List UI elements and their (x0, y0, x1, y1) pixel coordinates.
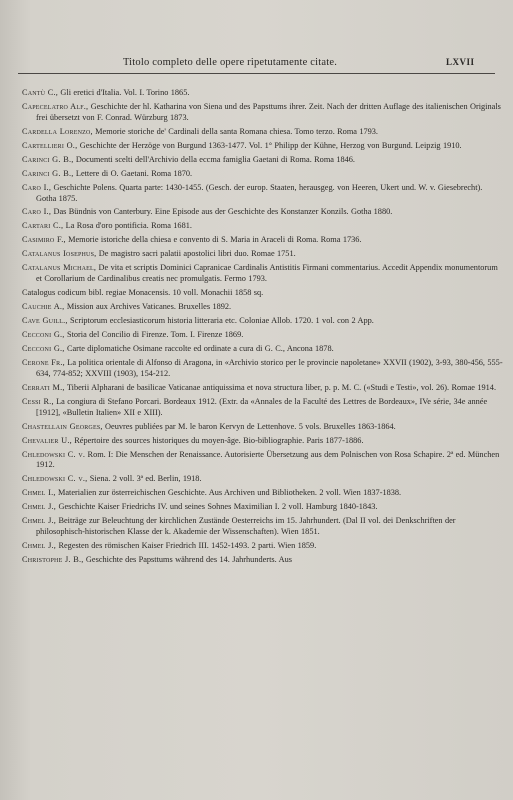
entry-text: La politica orientale di Alfonso di Aragona, in «Archivio storico per le provincie napoletane» XXVII (1902), 3-93, 380-456, 555-634, 774-852; XXVIII (1903), 154-212. (36, 358, 503, 378)
entry-text: Lettere di O. Gaetani. Roma 1870. (73, 168, 193, 178)
entry-text: Geschichte des Papsttums während des 14. Jahrhunderts. Aus (83, 555, 292, 565)
entry-author: Cecconi G., (22, 344, 65, 354)
entry-author: Chmel J., (22, 502, 57, 512)
bibliography-entry (22, 383, 503, 394)
entry-text: Storia del Concilio di Firenze. Tom. I. Firenze 1869. (64, 330, 244, 340)
bibliography-entry (22, 127, 503, 138)
bibliography-entry (22, 516, 503, 538)
entry-text: Siena. 2 voll. 3ª ed. Berlin, 1918. (87, 474, 202, 484)
running-header (0, 57, 513, 73)
entry-author: Christophe J. B., (22, 555, 84, 565)
entry-author: Casimiro F., (22, 235, 66, 245)
bibliography-entry (22, 235, 503, 246)
bibliography-entry (22, 169, 503, 180)
bibliography-entry (22, 344, 503, 355)
bibliography-entry (22, 502, 503, 513)
entry-text: Memorie istoriche della chiesa e convento di S. Maria in Araceli di Roma. Roma 1736. (65, 235, 362, 245)
bibliography-entry (22, 330, 503, 341)
entry-author: Cantù C., (22, 88, 59, 97)
running-title: Titolo completo delle opere ripetutamente citate. (122, 57, 338, 68)
entry-author: Cave Guill., (22, 316, 68, 326)
entry-author: Chledowski C. v. (22, 449, 86, 459)
bibliography-entry (22, 358, 503, 380)
entry-text: Beiträge zur Beleuchtung der kirchlichen Zustände Oesterreichs im 15. Jahrhundert. (Dal II vol. dei Denkschriften der philosophisch-historischen Klasse der k. Akademie der Wissenschaften). Wien 1851. (36, 516, 456, 537)
page-number: LXVII (446, 57, 475, 67)
entry-author: Cartari C., (22, 221, 64, 231)
entry-text: Oeuvres publiées par M. le baron Kervyn de Lettenhove. 5 vols. Bruxelles 1863-1864. (102, 421, 396, 431)
entry-author: Chledowski C. v., (22, 474, 88, 484)
header-rule (18, 73, 495, 74)
bibliography-entry (22, 102, 503, 124)
entry-author: Cartellieri O., (22, 140, 78, 150)
bibliography-entry (22, 183, 503, 205)
bibliography-entry (22, 88, 503, 99)
entry-author: Cessi R., (22, 396, 54, 406)
entry-author: Cerrati M., (22, 382, 65, 392)
entry-text: Regesten des römischen Kaiser Friedrich III. 1452-1493. 2 parti. Wien 1859. (56, 541, 317, 551)
entry-text: Geschichte Kaiser Friedrichs IV. und seines Sohnes Maximilian I. 2 voll. Hamburg 1840-1843. (56, 502, 378, 512)
entry-author: Cardella Lorenzo, (22, 126, 93, 136)
bibliography-entry (22, 263, 503, 285)
entry-text: Materialien zur österreichischen Geschichte. Aus Archiven und Bibliotheken. 2 voll. Wien 1837-1838. (55, 488, 402, 498)
entry-author: Cauchie A., (22, 302, 65, 312)
entry-text: Das Bündnis von Canterbury. Eine Episode aus der Geschichte des Konstanzer Konzils. Gotha 1880. (51, 207, 393, 217)
bibliography-entry (22, 555, 503, 566)
bibliography-entry (22, 207, 503, 218)
bibliography-entry (22, 422, 503, 433)
bibliography-entry (22, 474, 503, 485)
bibliography-entry (22, 249, 503, 260)
entry-author: Chmel J., (22, 541, 57, 551)
entry-author: Chastellain Georges, (22, 421, 103, 431)
bibliography-list (22, 88, 503, 569)
entry-text: Gli eretici d'Italia. Vol. I. Torino 1865. (58, 88, 190, 97)
bibliography-entry (22, 450, 503, 472)
bibliography-entry (22, 221, 503, 232)
bibliography-entry (22, 316, 503, 327)
entry-text: Mission aux Archives Vaticanes. Bruxelles 1892. (64, 302, 232, 312)
bibliography-entry (22, 488, 503, 499)
entry-text: Rom. I: Die Menschen der Renaissance. Autorisierte Übersetzung aus dem Polnischen von Rosa Schapire. 2ª ed. München 1912. (36, 449, 500, 470)
entry-author: Caro I., (22, 182, 52, 192)
entry-author: Chmel J., (22, 516, 57, 526)
entry-author: Chevalier U., (22, 435, 72, 445)
entry-text: Geschichte der Herzöge von Burgund 1363-1477. Vol. 1° Philipp der Kühne, Herzog von Burgund. Leipzig 1910. (77, 140, 462, 150)
bibliography-entry (22, 302, 503, 313)
entry-text: La congiura di Stefano Porcari. Bordeaux 1912. (Extr. da «Annales de la Faculté des Lettres de Bordeaux», IVe série, 34e année [1912], «Bulletin Italien» XII e XIII). (36, 396, 488, 417)
entry-author: Caro I., (22, 207, 52, 217)
entry-text: Scriptorum ecclesiasticorum historia litteraria etc. Coloniae Allob. 1720. 1 vol. con 2 App. (67, 316, 374, 326)
bibliography-entry (22, 288, 503, 299)
entry-text: Geschichte Polens. Quarta parte: 1430-1455. (Gesch. der europ. Staaten, herausgeg. von Heeren, Ukert und. W. v. Giesebrecht). Gotha 1875. (36, 182, 483, 203)
entry-author: Cerone Fr., (22, 358, 65, 368)
entry-author: Cecconi G., (22, 330, 65, 340)
bibliography-entry (22, 397, 503, 419)
entry-author: Catalanus Iosephus, (22, 249, 97, 259)
entry-text: La Rosa d'oro pontificia. Roma 1681. (63, 221, 192, 231)
entry-author: Carinci G. B., (22, 168, 74, 178)
entry-text: De magistro sacri palatii apostolici libri duo. Romae 1751. (96, 249, 296, 259)
entry-text: Carte diplomatiche Osimane raccolte ed ordinate a cura di G. C., Ancona 1878. (64, 344, 334, 354)
bibliography-entry (22, 155, 503, 166)
entry-text: Catalogus codicum bibl. regiae Monacensis. 10 voll. Monachii 1858 sq. (22, 288, 264, 298)
entry-text: Documenti scelti dell'Archivio della eccma famiglia Gaetani di Roma. Roma 1846. (73, 154, 356, 164)
entry-text: Répertoire des sources historiques du moyen-âge. Bio-bibliographie. Paris 1877-1886. (71, 435, 364, 445)
entry-author: Chmel I., (22, 488, 56, 498)
entry-text: Memorie storiche de' Cardinali della santa Romana chiesa. Tomo terzo. Roma 1793. (92, 126, 379, 136)
entry-text: De vita et scriptis Dominici Capranicae Cardinalis Antistitis Firmani commentarius. Accedit Appendix monumentorum et Corollarium de Cardinalibus creatis nec promulgatis. Fermo 1793. (36, 263, 498, 284)
entry-text: Geschichte der hl. Katharina von Siena und des Papsttums ihrer. Zeit. Nach der dritten Auflage des italienischen Originals frei übersetzt von F. Conrad. Würzburg 1873. (36, 101, 501, 122)
entry-author: Catalanus Michael, (22, 263, 97, 273)
entry-text: Tiberii Alpharani de basilicae Vaticanae antiquissima et nova structura liber, p. p. M. C. («Studi e Testi», vol. 26). Romae 1914. (64, 382, 497, 392)
entry-author: Capecelatro Alf., (22, 101, 89, 111)
bibliography-entry (22, 541, 503, 552)
bibliography-entry (22, 436, 503, 447)
entry-author: Carinci G. B., (22, 154, 74, 164)
bibliography-entry (22, 141, 503, 152)
